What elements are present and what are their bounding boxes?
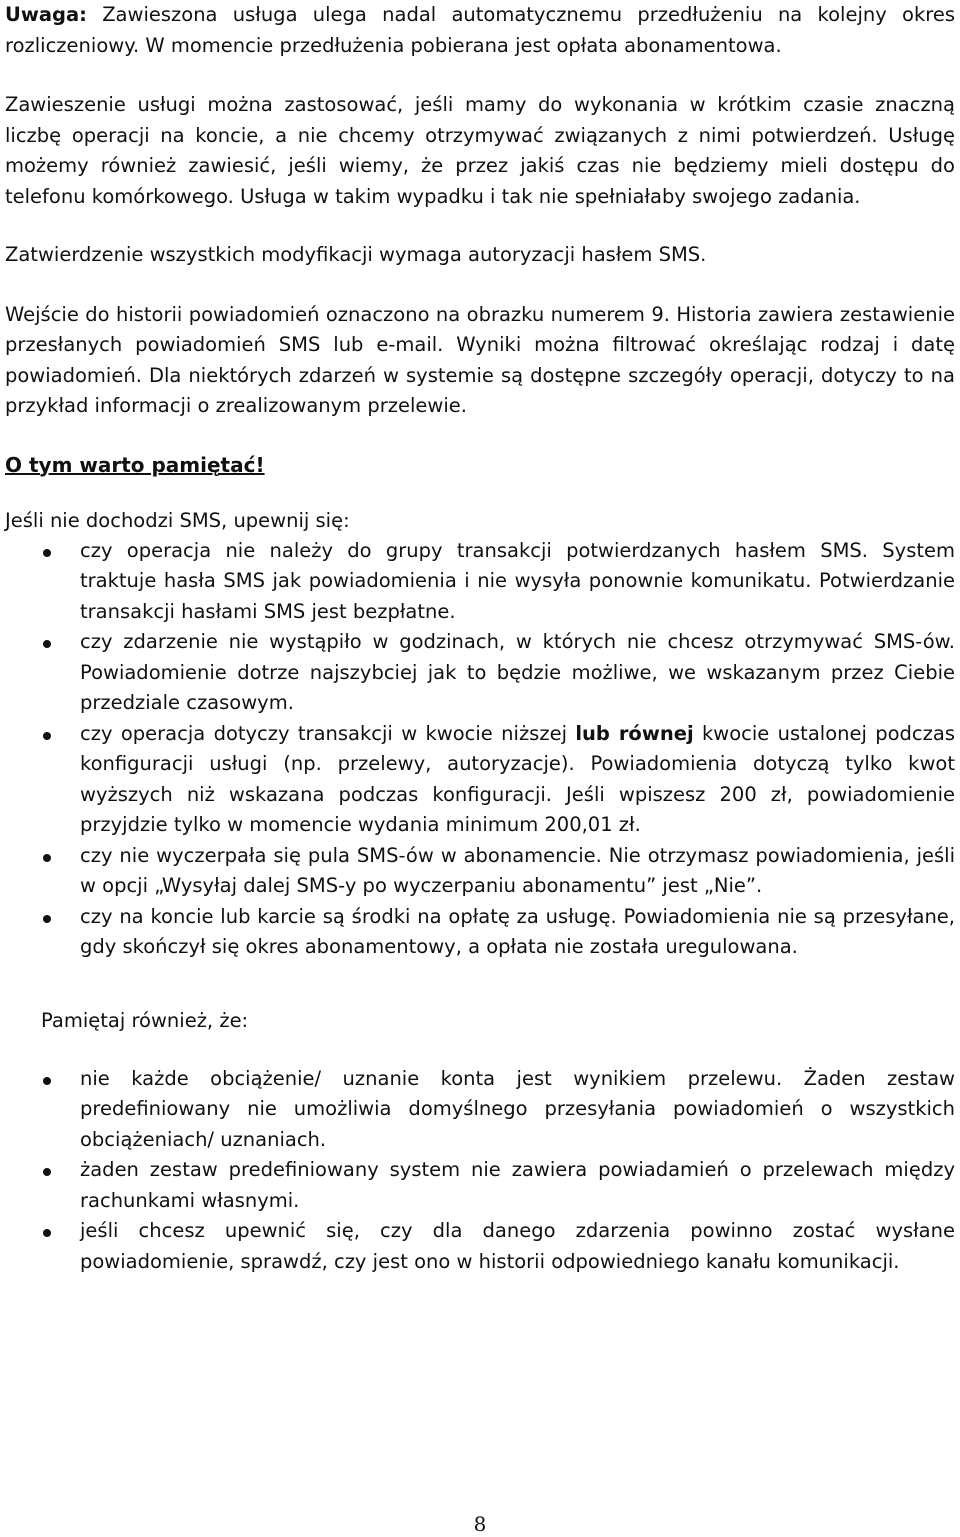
approval-paragraph: Zatwierdzenie wszystkich modyfikacji wymaga autoryzacji hasłem SMS.: [5, 243, 707, 266]
page-number: 8: [473, 1512, 487, 1536]
page-content: [5, 0, 955, 1277]
remember-intro: Pamiętaj również, że:: [41, 1008, 249, 1032]
list-item: [5, 1155, 955, 1216]
bullet-icon: [43, 1077, 51, 1085]
suspend-paragraph: Zawieszenie usługi można zastosować, jeśli mamy do wykonania w krótkim czasie znaczną liczbę operacji na koncie, a nie chcemy otrzymywać związanych z nimi potwierdzeń. Usługę możemy również zawiesić, jeśli wiemy, że przez jakiś czas nie będziemy mieli dostępu do telefonu komórkowego. Usługa w takim wypadku i tak nie spełniałaby swojego zadania.: [5, 93, 955, 208]
list-item-text: jeśli chcesz upewnić się, czy dla danego zdarzenia powinno zostać wysłane powiadomienie, sprawdź, czy jest ono w historii odpowiedniego kanału komunikacji.: [80, 1219, 955, 1273]
list-item-text: czy zdarzenie nie wystąpiło w godzinach, w których nie chcesz otrzymywać SMS-ów. Powiadomienie dotrze najszybciej jak to będzie możliwe, we wskazanym przez Ciebie przedziale czasowym.: [80, 630, 955, 714]
bullet-icon: [43, 854, 51, 862]
list-item-text: czy nie wyczerpała się pula SMS-ów w abonamencie. Nie otrzymasz powiadomienia, jeśli w opcji „Wysyłaj dalej SMS-y po wyczerpaniu abonamentu” jest „Nie”.: [80, 843, 955, 897]
list-item-text-after: kwocie ustalonej podczas konfiguracji usługi (np. przelewy, autoryzacje). Powiadomienia dotyczą tylko kwot wyższych niż wskazana podczas konfiguracji. Jeśli wpiszesz 200 zł, powiadomienie przyjdzie tylko w momencie wydania minimum 200,01 zł.: [80, 721, 955, 836]
history-paragraph: Wejście do historii powiadomień oznaczono na obrazku numerem 9. Historia zawiera zestawienie przesłanych powiadomień SMS lub e-mail. Wyniki można filtrować określając rodzaj i datę powiadomień. Dla niektórych zdarzeń w systemie są dostępne szczegóły operacji, dotyczy to na przykład informacji o zrealizowanym przelewie.: [5, 302, 955, 417]
list-item-text-before: czy operacja dotyczy transakcji w kwocie niższej: [80, 721, 576, 745]
list-item-text: czy operacja nie należy do grupy transakcji potwierdzanych hasłem SMS. System traktuje hasła SMS jak powiadomienia i nie wysyła ponownie komunikatu. Potwierdzanie transakcji hasłami SMS jest bezpłatne.: [80, 538, 955, 623]
list-item-text: nie każde obciążenie/ uznanie konta jest wynikiem przelewu. Żaden zestaw predefiniowany nie umożliwia domyślnego przesyłania powiadomień o wszystkich obciążeniach/ uznaniach.: [80, 1066, 955, 1151]
note-text: Zawieszona usługa ulega nadal automatycznemu przedłużeniu na kolejny okres rozliczeniowy. W momencie przedłużenia pobierana jest opłata abonamentowa.: [5, 3, 955, 57]
bullet-icon: [43, 732, 51, 740]
remember-list: [5, 1064, 955, 1278]
list-item: [5, 1064, 955, 1156]
bullet-icon: [43, 1229, 51, 1237]
list-item: [5, 719, 955, 841]
note-label: Uwaga:: [5, 3, 87, 26]
note-paragraph: [5, 0, 955, 61]
bullet-icon: [43, 915, 51, 923]
list-item: [5, 627, 955, 719]
bullet-icon: [43, 549, 51, 557]
list-item-text: żaden zestaw predefiniowany system nie zawiera powiadamień o przelewach między rachunkami własnymi.: [80, 1158, 955, 1212]
sms-checklist: [5, 536, 955, 963]
bullet-icon: [43, 640, 51, 648]
sms-intro: Jeśli nie dochodzi SMS, upewnij się:: [5, 508, 350, 532]
bullet-icon: [43, 1168, 51, 1176]
list-item: [5, 841, 955, 902]
list-item: [5, 536, 955, 628]
list-item-text: czy na koncie lub karcie są środki na opłatę za usługę. Powiadomienia nie są przesyłane, gdy skończył się okres abonamentowy, a opłata nie została uregulowana.: [80, 904, 955, 958]
list-item-text-bold: lub równej: [575, 721, 694, 745]
list-item: [5, 902, 955, 963]
section-heading: O tym warto pamiętać!: [5, 452, 265, 477]
list-item: [5, 1216, 955, 1277]
